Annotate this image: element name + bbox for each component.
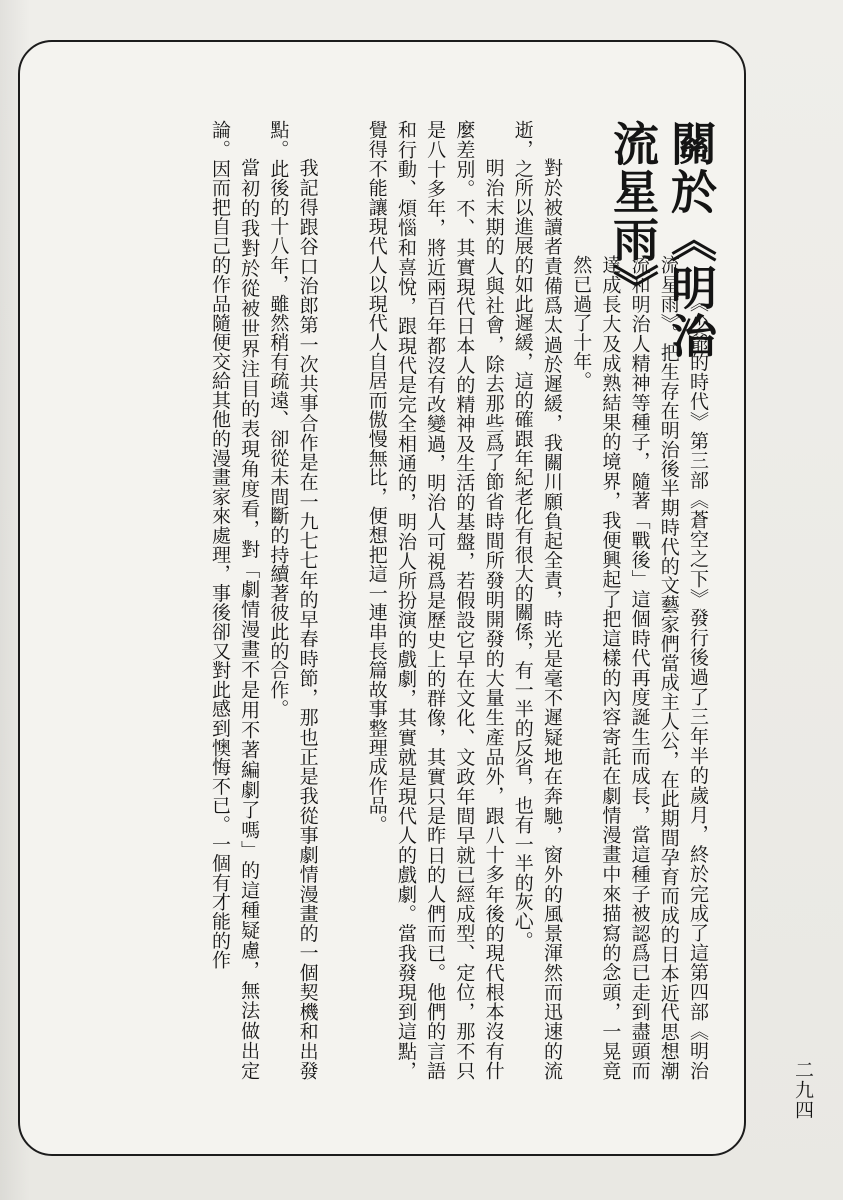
paragraph-gap: [322, 120, 362, 1080]
paragraph-3: 明治末期的人與社會，除去那些爲了節省時間所發明開發的大量生產品外，跟八十多年後的現代根本沒有什麼差別。不、其實現代日本人的精神及生活的基盤，若假設它早在文化、文政年間早就已經成型、定位，那不只是八十多年，將近兩百年都沒有改變過，明治人可視爲是歷史上的群像，其實只是昨日的人們而已。他們的言語和行動、煩惱和喜悅，跟現代是完全相通的，明治人所扮演的戲劇，其實就是現代人的戲劇。當我發現到這點，覺得不能讓現代人以現代人自居而傲慢無比，便想把這一連串長篇故事整理成作品。: [365, 120, 505, 1080]
page-number: 二九四: [792, 1060, 814, 1120]
title-line-2: 流星雨》: [606, 120, 660, 312]
paragraph-1: 《少爺的時代》第三部《蒼空之下》發行後過了三年半的歲月，終於完成了這第四部《明治流星雨》。把生存在明治後半期時代的文藝家們當成主人公，在此期間孕育而成的日本近代思想潮流和明治人精神等種子，隨著「戰後」這個時代再度誕生而成長，當這種子被認爲已走到盡頭而達成長大及成熟結果的境界，我便興起了把這樣的內容寄託在劇情漫畫中來描寫的念頭，一晃竟然已過了十年。: [570, 255, 709, 1080]
title-line-1: 關於《明治: [664, 120, 718, 360]
article-body: [52, 120, 712, 1080]
paragraph-2: 對於被讀者責備爲太過於遲緩，我關川願負起全責，時光是毫不遲疑地在奔馳，窗外的風景渾然而迅速的流逝，之所以進展的如此遲緩，這的確跟年紀老化有很大的關係，有一半的反省，也有一半的灰心。: [511, 120, 563, 1080]
paragraph-5: 當初的我對於從被世界注目的表現角度看，對「劇情漫畫不是用不著編劇了嗎」的這種疑慮，無法做出定論。因而把自己的作品隨便交給其他的漫畫家來處理，事後卻又對此感到懊悔不已。一個有才能的作: [208, 120, 261, 1080]
paragraph-4: 我記得跟谷口治郎第一次共事合作是在一九七七年的早春時節，那也正是我從事劇情漫畫的一個契機和出發點。此後的十八年，雖然稍有疏遠、卻從未間斷的持續著彼此的合作。: [267, 120, 319, 1080]
